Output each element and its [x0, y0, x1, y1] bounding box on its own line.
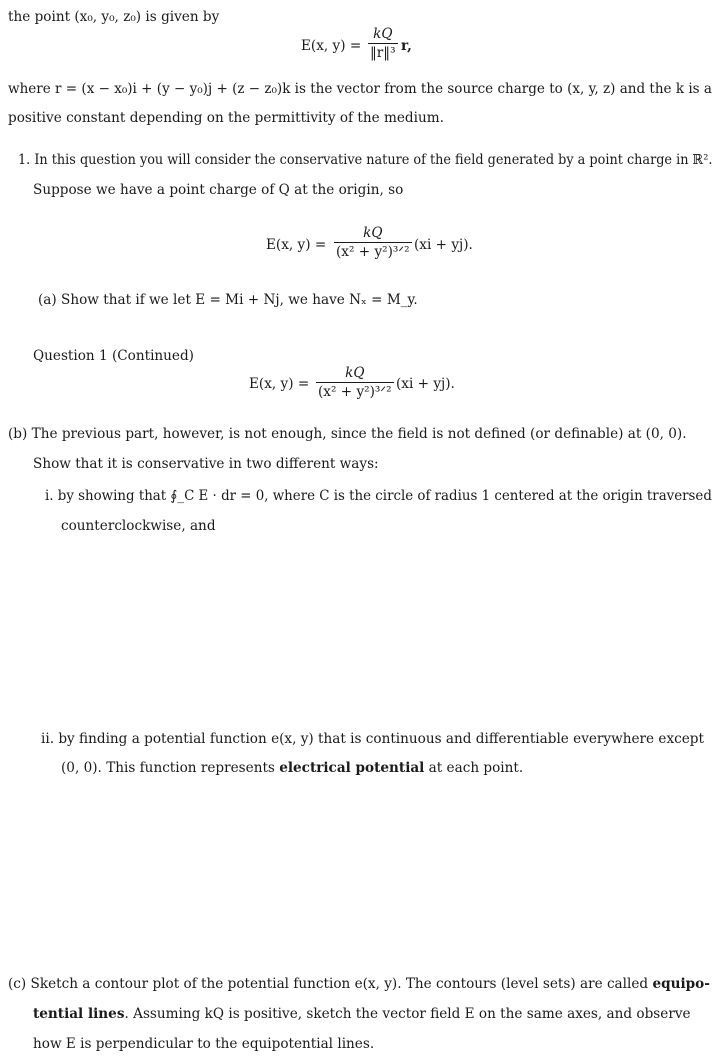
part-b-i-line-2: counterclockwise, and: [61, 518, 216, 534]
part-c-line-2: [33, 1005, 691, 1023]
intro-line-1: the point (x₀, y₀, z₀) is given by: [8, 9, 220, 25]
eq2-denominator: (x² + y²)³ᐟ²: [336, 244, 410, 260]
part-c-text-b: . Assuming kQ is positive, sketch the vector field E on the same axes, and observe: [124, 1006, 691, 1022]
part-c-text-a: (c) Sketch a contour plot of the potential function e(x, y). The contours (level sets) are called: [8, 976, 653, 992]
eq1-fraction-bar: [368, 43, 398, 44]
eq2-numerator: kQ: [363, 225, 383, 241]
part-b-ii-line-2: [61, 759, 523, 777]
q1-line-1: 1. In this question you will consider the conservative nature of the field generated by a point charge in ℝ².: [18, 152, 713, 168]
part-b-ii-line-1: ii. by finding a potential function e(x, y) that is continuous and differentiable everywhere except: [41, 731, 704, 747]
eq2-lhs: E(x, y) =: [266, 237, 327, 253]
part-c-line-3: how E is perpendicular to the equipotential lines.: [33, 1036, 375, 1052]
part-b-i-line-1: i. by showing that ∮_C E · dr = 0, where C is the circle of radius 1 centered at the origin traversed: [45, 488, 712, 504]
electrical-potential-term: electrical potential: [279, 760, 425, 776]
eq1-lhs: E(x, y) =: [301, 38, 362, 54]
equipotential-term-part-1: equipo-: [652, 976, 710, 992]
part-b-line-1: (b) The previous part, however, is not enough, since the field is not defined (or definable) at (0, 0).: [8, 426, 687, 442]
part-c-line-1: [8, 975, 710, 993]
part-b-line-2: Show that it is conservative in two different ways:: [33, 456, 379, 472]
eq3-fraction-bar: [316, 382, 394, 383]
eq3-tail: (xi + yj).: [396, 376, 455, 392]
eq2-fraction: [334, 225, 412, 260]
intro-line-2: where r = (x − x₀)i + (y − y₀)j + (z − z₀)k is the vector from the source charge to (x, y, z) and the k is a: [8, 81, 712, 97]
equipotential-term-part-2: tential lines: [33, 1006, 125, 1022]
question-continued: Question 1 (Continued): [33, 348, 194, 364]
part-b-ii-text-b: at each point.: [424, 760, 524, 776]
eq3-numerator: kQ: [345, 365, 365, 381]
intro-line-3: positive constant depending on the permittivity of the medium.: [8, 110, 444, 126]
eq3-lhs: E(x, y) =: [249, 376, 310, 392]
q1-line-2: Suppose we have a point charge of Q at the origin, so: [33, 182, 404, 198]
eq1-tail: r,: [401, 38, 412, 54]
part-b-ii-text-a: (0, 0). This function represents: [61, 760, 280, 776]
eq1-denominator: ‖r‖³: [370, 45, 396, 61]
eq2-fraction-bar: [334, 242, 412, 243]
part-a: (a) Show that if we let E = Mi + Nj, we have Nₓ = M_y.: [38, 292, 418, 308]
eq3-denominator: (x² + y²)³ᐟ²: [318, 384, 392, 400]
eq1-fraction: [368, 26, 398, 61]
eq3-fraction: [316, 365, 394, 400]
eq2-tail: (xi + yj).: [414, 237, 473, 253]
eq1-numerator: kQ: [373, 26, 393, 42]
